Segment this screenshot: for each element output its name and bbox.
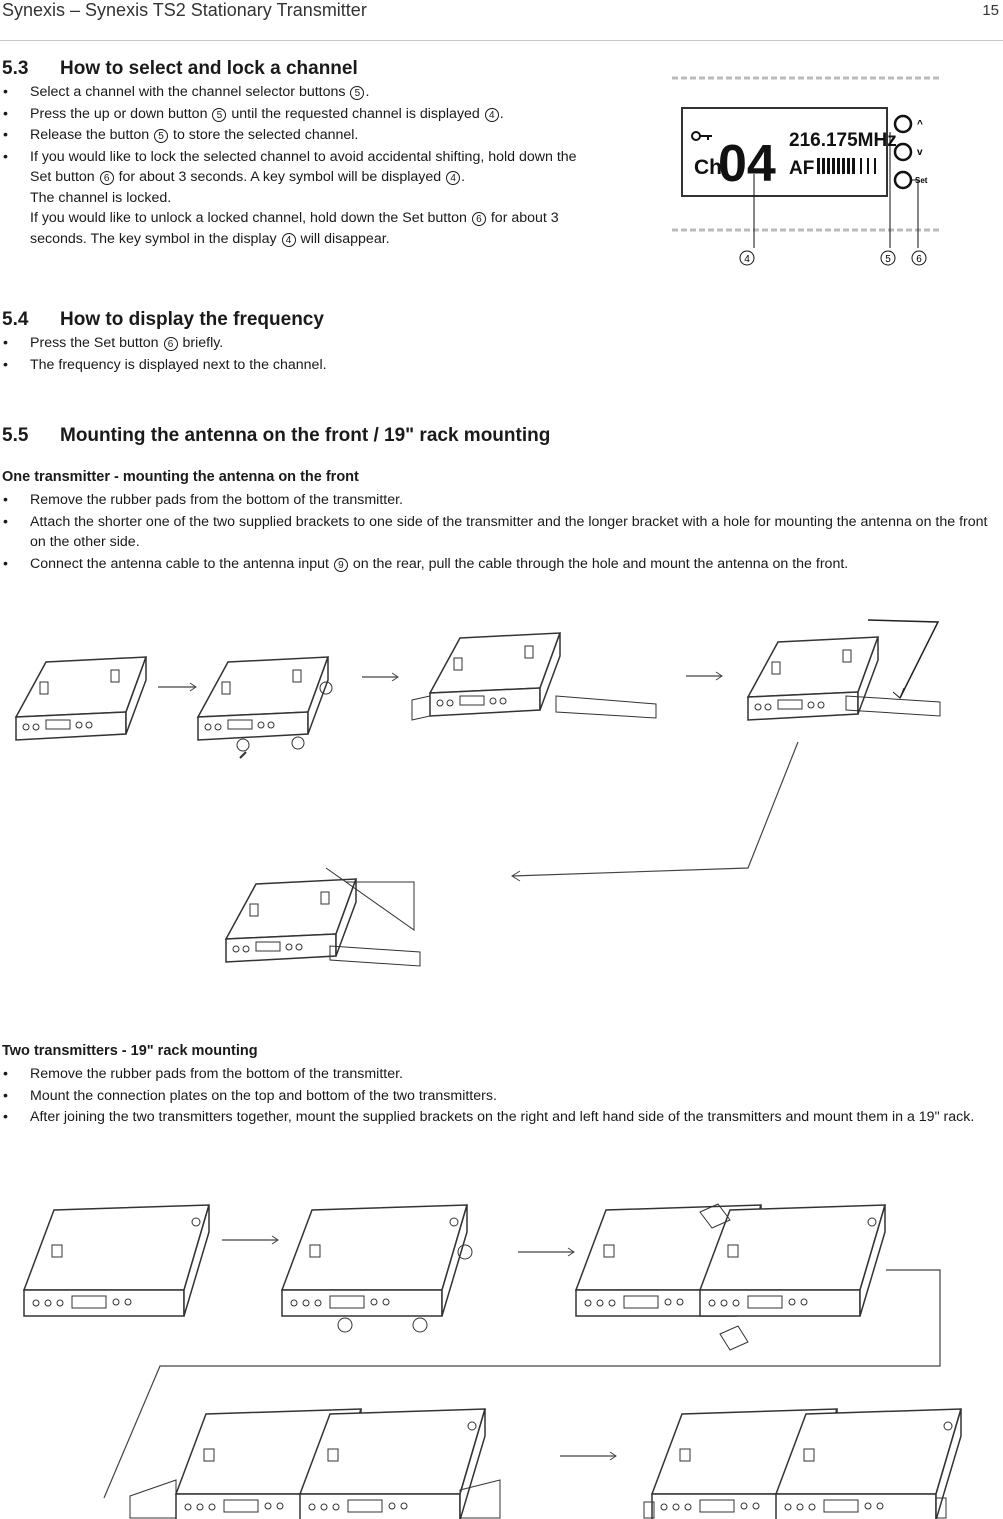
callout-4: 4 xyxy=(282,233,296,247)
callout-4: 4 xyxy=(744,254,750,265)
up-label: ^ xyxy=(917,119,923,130)
section-5-5-heading xyxy=(2,425,550,447)
list-item: • The frequency is displayed next to the channel. xyxy=(0,355,600,376)
page-number: 15 xyxy=(982,2,999,19)
step-remove-pads xyxy=(198,657,332,758)
display-ch-label: Ch xyxy=(694,156,722,179)
display-af-label: AF xyxy=(789,158,815,179)
step-attach-brackets xyxy=(412,633,656,720)
document-title: Synexis – Synexis TS2 Stationary Transmitter xyxy=(2,0,367,20)
list-item: • Press the Set button 6 briefly. xyxy=(0,333,600,354)
subheading-two-transmitters: Two transmitters - 19" rack mounting xyxy=(2,1043,258,1059)
list-item: • Remove the rubber pads from the bottom of the transmitter. xyxy=(0,490,995,511)
section-number: 5.4 xyxy=(2,309,29,330)
subheading-one-transmitter: One transmitter - mounting the antenna on the front xyxy=(2,469,359,485)
section-5-4-steps xyxy=(0,333,600,376)
step-final-assembly xyxy=(226,868,420,966)
two-transmitters-steps xyxy=(0,1064,995,1129)
section-title: How to display the frequency xyxy=(60,309,324,330)
list-item: • After joining the two transmitters together, mount the supplied brackets on the right and left hand side of the transmitters and mount them in a 19" rack. xyxy=(0,1107,995,1128)
list-item: • Press the up or down button 5 until the requested channel is displayed 4 . xyxy=(0,104,595,125)
callout-5: 5 xyxy=(350,86,364,100)
page-header xyxy=(0,0,1003,41)
section-number: 5.3 xyxy=(2,58,29,79)
antenna-mounting-illustration xyxy=(0,600,1003,995)
section-number: 5.5 xyxy=(2,425,29,446)
list-item: • If you would like to lock the selected channel to avoid accidental shifting, hold down the Set button 6 for about 3 seconds. A key symbol will be displayed 4 . The channel is locked. If you would like to unlock a locked channel, hold down the Set button 6 for about 3 seconds. The key symbol in the display 4 will disappear. xyxy=(0,147,595,250)
callout-5: 5 xyxy=(212,108,226,122)
set-button[interactable] xyxy=(895,172,911,188)
list-item: • Connect the antenna cable to the antenna input 9 on the rear, pull the cable through the hole and mount the antenna on the front. xyxy=(0,554,995,575)
down-label: v xyxy=(917,147,923,158)
up-button[interactable] xyxy=(895,116,911,132)
step2-mount-brackets xyxy=(130,1409,500,1519)
section-5-4-heading xyxy=(2,309,324,331)
list-item: • Attach the shorter one of the two supplied brackets to one side of the transmitter and the longer bracket with a hole for mounting the antenna on the front on the other side. xyxy=(0,512,995,553)
set-label: Set xyxy=(915,176,928,185)
display-channel-number: 04 xyxy=(718,135,776,193)
callout-4: 4 xyxy=(485,108,499,122)
callout-6: 6 xyxy=(100,171,114,185)
section-5-3-steps xyxy=(0,82,595,250)
section-5-3-heading xyxy=(2,58,358,80)
lcd-display xyxy=(682,108,887,196)
list-item: • Remove the rubber pads from the bottom of the transmitter. xyxy=(0,1064,995,1085)
step2-connection-plates xyxy=(576,1204,885,1350)
one-transmitter-steps xyxy=(0,490,995,575)
step2-remove-pads xyxy=(282,1205,472,1332)
display-frequency: 216.175MHz xyxy=(789,130,897,151)
callout-6: 6 xyxy=(472,212,486,226)
list-item: • Mount the connection plates on the top and bottom of the two transmitters. xyxy=(0,1086,995,1107)
callout-6: 6 xyxy=(164,337,178,351)
callout-5: 5 xyxy=(885,254,891,265)
callout-9: 9 xyxy=(334,558,348,572)
callout-6: 6 xyxy=(916,254,922,265)
step2-rack-assembly xyxy=(644,1409,961,1519)
rack-mounting-illustration xyxy=(0,1180,1003,1519)
callout-4: 4 xyxy=(446,171,460,185)
display-figure xyxy=(668,70,948,275)
down-button[interactable] xyxy=(895,144,911,160)
list-item: • Release the button 5 to store the selected channel. xyxy=(0,125,595,146)
step2-transmitter xyxy=(24,1205,209,1316)
step-mount-antenna xyxy=(748,620,940,720)
callout-5: 5 xyxy=(154,129,168,143)
section-title: Mounting the antenna on the front / 19" rack mounting xyxy=(60,425,551,446)
section-title: How to select and lock a channel xyxy=(60,58,358,79)
step-transmitter xyxy=(16,657,146,740)
list-item: • Select a channel with the channel selector buttons 5 . xyxy=(0,82,595,103)
